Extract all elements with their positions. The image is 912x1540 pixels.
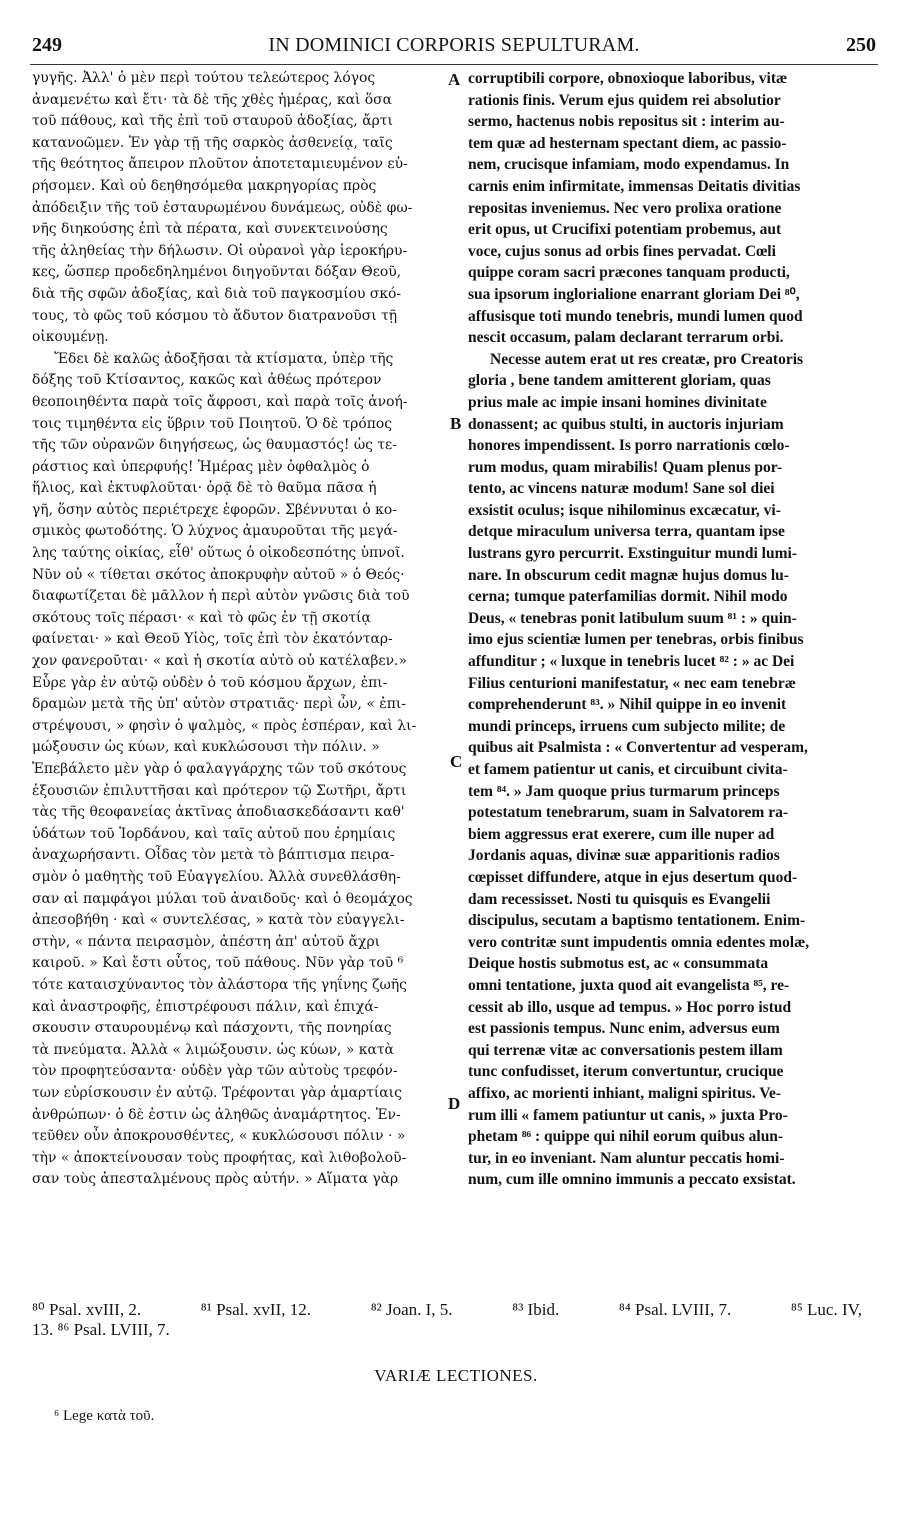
text-line: κατανοῶμεν. Ἐν γὰρ τῇ τῆς σαρκὸς ἀσθενείᾳ, ταῖς [32,134,393,151]
text-line: τὰς τῆς θεοφανείας ἀκτῖνας ἀποδιασκεδάσαντι καθ' [32,804,405,821]
margin-marker-a: A [448,70,461,89]
text-line: ἀναμενέτω καὶ ἔτι· τὰ δὲ τῆς χθὲς ἡμέρας, καὶ ὅσα [32,91,393,108]
text-line: τὴν « ἀποκτείνουσαν τοὺς προφήτας, καὶ λιθοβολοῦ- [32,1149,407,1166]
text-line: σαν τοὺς ἀπεσταλμένους πρὸς αὐτήν. » Αἵματα γὰρ [32,1171,399,1188]
text-line: διαφωτίζεται δὲ μᾶλλον ἡ περὶ αὐτὸν γνῶσις διὰ τοῦ [32,588,410,605]
text-line: detque miraculum universa terra, quantam ipse [468,523,785,541]
text-line: τεῦθεν οὖν ἀποκρουσθέντες, « κυκλώσουσι πόλιν · » [32,1128,406,1145]
margin-marker-c: C [450,752,463,771]
footnote-81: ⁸¹ Psal. xvII, 12. [200,1300,311,1319]
variant-reading: ⁶ Lege κατὰ τοῦ. [54,1408,155,1424]
text-line: nare. In obscurum cedit magnæ hujus domus lu- [468,566,789,584]
text-line: τὸν προφητεύσαντα· οὐδὲν γὰρ τῶν αὐτοὺς τρεφόν- [32,1063,398,1080]
text-line: Jordanis aquas, divinæ suæ apparitionis radios [468,847,780,865]
text-line: nem, crucisque infamiam, modo expendamus. In [468,156,790,174]
footnote-row-continued: 13. ⁸⁶ Psal. LVIII, 7. [32,1320,170,1339]
text-line: repositas inveniemus. Nec vero prolixa oratione [468,199,782,217]
text-line: potestatum tenebrarum, suam in Salvatorem ra- [468,804,789,822]
text-line: vero contritæ sunt impudentis omnia edentes molæ, [468,933,810,951]
text-line: σκότους τοῖς πέρασι· « καὶ τὸ φῶς ἐν τῇ σκοτίᾳ [32,609,371,626]
text-line: ἥλιος, καὶ ἐκτυφλοῦται· ὁρᾷ δὲ τὸ θαῦμα πᾶσα ἡ [32,480,377,497]
text-line: carnis enim infirmitate, immensas Deitatis divitias [468,177,801,195]
text-line: σμικὸς φωτοδότης. Ὁ λύχνος ἀμαυροῦται τῆς μεγά- [32,523,398,540]
text-line: num, cum ille omnino immunis a peccato exsistat. [468,1171,796,1189]
text-line: τῆς θεότητος ἄπειρον πλοῦτον ἀποτεταμιευμένον εὑ- [32,156,408,173]
text-line: biem aggressus erat exerere, cum ille nuper ad [468,825,775,843]
latin-column [468,68,876,1191]
text-line: rum illi « famem patiuntur ut canis, » juxta Pro- [468,1106,788,1124]
text-line: rum modus, quam mirabilis! Quam plenus por- [468,458,783,476]
text-line: tem ⁸⁴. » Jam quoque prius turmarum princeps [468,782,780,800]
text-line: corruptibili corpore, obnoxioque laboribus, vitæ [468,70,788,87]
text-line: tunc confudisset, iterum convertuntur, crucique [468,1063,784,1081]
variae-lectiones-heading: VARIÆ LECTIONES. [374,1366,538,1385]
text-line: ἀπόδειξιν τῆς τοῦ ἐσταυρωμένου δυνάμεως, οὐδὲ φω- [32,199,413,216]
text-line: rationis finis. Verum ejus quidem rei absolutior [468,91,781,109]
text-line: cessit ab illo, usque ad tempus. » Hoc porro istud [468,998,792,1016]
text-line: cœpisset diffundere, atque in ejus desertum quod- [468,868,798,886]
header-rule [30,64,878,65]
text-line: Deus, « tenebras ponit latibulum suum ⁸¹ : » quin- [468,609,797,627]
text-line: erit opus, ut Crucifixi potentiam probemus, aut [468,221,782,239]
text-line: donassent; ac quibus stulti, in auctoris injuriam [468,415,784,433]
right-page-number: 250 [845,34,876,56]
footnote-row [32,1300,876,1320]
text-line: affusisque toti mundo tenebris, mundi lumen quod [468,307,803,325]
text-line: χον φανεροῦται· « καὶ ἡ σκοτία αὐτὸ οὐ κατέλαβεν.» [32,653,407,670]
margin-marker-b: B [450,414,462,433]
text-line: discipulus, secutam a baptismo tentationem. Enim- [468,912,806,930]
text-line: τῆς τῶν οὐρανῶν διηγήσεως, ὡς θαυμαστός! ὡς τε- [32,437,397,454]
text-line: στρέψουσι, » φησὶν ὁ ψαλμὸς, « πρὸς ἑσπέραν, καὶ λι- [32,717,417,734]
text-line: cerna; tumque paterfamilias dormit. Nihil modo [468,588,788,606]
text-line: qui terrenæ vitæ ac conversationis pestem illam [468,1041,783,1059]
footnote-84: ⁸⁴ Psal. LVIII, 7. [618,1300,732,1319]
text-line: affunditur ; « luxque in tenebris lucet ⁸² : » ac Dei [468,653,795,671]
text-line: tur, in eo inveniant. Nam aluntur peccatis homi- [468,1149,785,1167]
text-line: prius male ac impie insani homines divinitate [468,393,767,411]
text-line: ρήσομεν. Καὶ οὐ δεηθησόμεθα μακρηγορίας πρὸς [32,177,377,194]
text-line: Ἐπεβάλετο μὲν γὰρ ὁ φαλαγγάρχης τῶν τοῦ σκότους [32,761,407,777]
text-line: τους, τὸ φῶς τοῦ κόσμου τὸ ἄδυτον διατρανοῦσι τῇ [32,307,398,324]
text-line: exsistit oculus; isque nihilominus excæcatur, vi- [468,501,781,519]
left-page-number: 249 [32,34,62,56]
text-line: ἐξουσιῶν ἐπιλυττῆσαι καὶ πρότερον τῷ Σωτῆρι, ἄρτι [32,782,407,799]
page-header [32,34,876,64]
text-line: γυγῆς. Ἀλλ' ὁ μὲν περὶ τούτου τελεώτερος λόγος [32,70,376,86]
footnote-80: ⁸⁰ Psal. xvIII, 2. [32,1300,142,1319]
text-line: honores impendissent. Is porro narrationis cœlo- [468,437,790,455]
text-line: οἰκουμένῃ. [32,329,109,346]
text-line: phetam ⁸⁶ : quippe qui nihil eorum quibus alun- [468,1128,784,1146]
text-line: voce, cujus sonus ad orbis fines pervadat. Cœli [468,242,776,260]
text-line: σμὸν ὁ μαθητὴς τοῦ Εὐαγγελίου. Ἀλλὰ συνεθλάσθη- [32,868,401,885]
text-line: Ἔδει δὲ καλῶς ἀδοξῆσαι τὰ κτίσματα, ὑπὲρ τῆς [54,350,394,367]
text-line: sermo, hactenus nobis repositus sit : interim au- [468,113,785,131]
text-line: δραμὼν μετὰ τῆς ὑπ' αὐτὸν στρατιᾶς· περὶ ὧν, « ἐπι- [32,696,406,713]
text-line: σαν αἱ παμφάγοι μύλαι τοῦ ἀναιδοῦς· καὶ ὁ θεομάχος [32,890,413,907]
text-line: omni tentatione, juxta quod ait evangelista ⁸⁵, re- [468,976,790,994]
footnote-83: ⁸³ Ibid. [512,1300,560,1319]
footnote-82: ⁸² Joan. I, 5. [370,1300,453,1319]
text-line: gloria , bene tandem amitterent gloriam, quas [468,372,771,390]
text-line: κες, ὥσπερ προδεδηλημένοι διηγοῦνται δόξαν Θεοῦ, [32,264,402,281]
text-line: quibus ait Psalmista : « Convertentur ad vesperam, [468,739,808,757]
text-line: τοις τιμηθέντα εἰς ὕβριν τοῦ Ποιητοῦ. Ὁ δὲ τρόπος [32,415,392,432]
text-line: μώξουσιν ὡς κύων, καὶ κυκλώσουσι τὴν πόλιν. » [32,739,380,756]
text-line: λης ταύτης οἰκίας, εἶθ' οὕτως ὁ οἰκοδεσπότης ὑπνοῖ. [32,545,405,562]
text-line: Νῦν οὐ « τίθεται σκότος ἀποκρυφὴν αὐτοῦ » ὁ Θεός· [32,566,405,583]
text-line: quippe coram sacri præcones tanquam producti, [468,264,790,282]
text-line: θεοποιηθέντα παρὰ τοῖς ἄφροσι, καὶ παρὰ τοῖς ἀνοή- [32,393,408,410]
text-line: σκουσιν σταυρουμένῳ καὶ πάσχοντι, τῆς πονηρίας [32,1020,392,1037]
text-line: Necesse autem erat ut res creatæ, pro Creatoris [490,350,804,368]
text-line: et famem patientur ut canis, et circuibunt civita- [468,761,788,778]
text-line: τὰ πνεύματα. Ἀλλὰ « λιμώξουσιν. ὡς κύων, » κατὰ [32,1041,394,1058]
text-line: δόξης τοῦ Κτίσαντος, κακῶς καὶ ἀθέως πρότερον [32,372,382,389]
text-line: τοῦ πάθους, καὶ τῆς ἐπὶ τοῦ σταυροῦ ἀδοξίας, ἄρτι [32,113,393,130]
text-line: στὴν, « πάντα πειρασμὸν, ἀπέστη ἀπ' αὐτοῦ ἄχρι [32,933,381,950]
text-line: Deique hostis submotus est, ac « consummata [468,955,769,973]
text-line: ὑδάτων τοῦ Ἰορδάνου, καὶ ταῖς αὐτοῦ που ἐρημίαις [32,825,396,842]
footnote-85: ⁸⁵ Luc. IV, [790,1300,862,1319]
text-line: tem quæ ad hesternam spectant diem, ac passio- [468,134,787,152]
text-line: mundi princeps, irruens cum subjecto milite; de [468,717,786,735]
text-line: Filius centurioni manifestatur, « nec eam tenebræ [468,674,796,692]
text-line: Εὗρε γὰρ ἐν αὐτῷ οὐδὲν ὁ τοῦ κόσμου ἄρχων, ἐπι- [32,674,388,691]
text-line: καιροῦ. » Καὶ ἔστι οὗτος, τοῦ πάθους. Νῦν γὰρ τοῦ ⁶ [32,955,404,972]
text-line: γῆ, ὅσην αὐτὸς περιέτρεχε ἐφορῶν. Σβέννυται ὁ κο- [32,501,397,518]
running-title: IN DOMINICI CORPORIS SEPULTURAM. [268,34,640,56]
text-line: ἀνθρώπων· ὁ δὲ ἐστιν ὡς ἀληθῶς ἀναμάρτητος. Ἐν- [32,1106,401,1123]
text-line: sua ipsorum inglorialione enarrant gloriam Dei ⁸⁰, [468,285,800,303]
text-line: ἀναχωρήσαντι. Οἶδας τὸν μετὰ τὸ βάπτισμα πειρα- [32,847,395,864]
text-line: affixo, ac morienti inhiant, maligni spiritus. Ve- [468,1084,782,1102]
text-line: est passionis tempus. Nunc enim, adversus eum [468,1020,780,1038]
text-line: imo ejus scientiæ lumen per tenebras, orbis finibus [468,631,804,649]
text-line: ράστιος καὶ ὑπερφυής! Ἡμέρας μὲν ὀφθαλμὸς ὁ [32,458,370,475]
text-line: nescit occasum, palam declarant terrarum orbi. [468,329,784,347]
text-line: διὰ τῆς σφῶν ἀδοξίας, καὶ διὰ τοῦ παγκοσμίου σκό- [32,285,402,302]
text-line: lustrans gyro percurrit. Exstinguitur mundi lumi- [468,545,797,563]
text-line: των εὑρίσκουσιν ἐν αὐτῷ. Τρέφονται γὰρ ἁμαρτίαις [32,1084,402,1101]
text-line: comprehenderunt ⁸³. » Nihil quippe in eo invenit [468,696,787,714]
text-line: καὶ ἀναστροφῆς, ἐπιστρέφουσι πάλιν, καὶ ἐπιχά- [32,998,379,1015]
text-line: φαίνεται· » καὶ Θεοῦ Υἱὸς, τοῖς ἐπὶ τὸν ἑκατόνταρ- [32,631,393,648]
text-line: ἀπεσοβήθη · καὶ « συντελέσας, » κατὰ τὸν εὐαγγελι- [32,912,405,929]
text-line: τότε καταισχύναντος τὸν ἀλάστορα τῆς γηΐνης ζωῆς [32,976,407,993]
greek-column [32,68,444,1191]
text-line: νῆς διηκούσης ἐπὶ τὰ πέρατα, καὶ συνεκτεινούσης [32,221,388,238]
text-line: dam recessisset. Nosti tu quisquis es Evangelii [468,890,771,908]
text-line: τῆς ἀληθείας τὴν δήλωσιν. Οἱ οὐρανοὶ γὰρ ἱεροκήρυ- [32,242,408,259]
text-line: tento, ac vincens naturæ modum! Sane sol diei [468,480,775,498]
margin-marker-d: D [448,1094,461,1113]
footnotes [32,1300,876,1340]
